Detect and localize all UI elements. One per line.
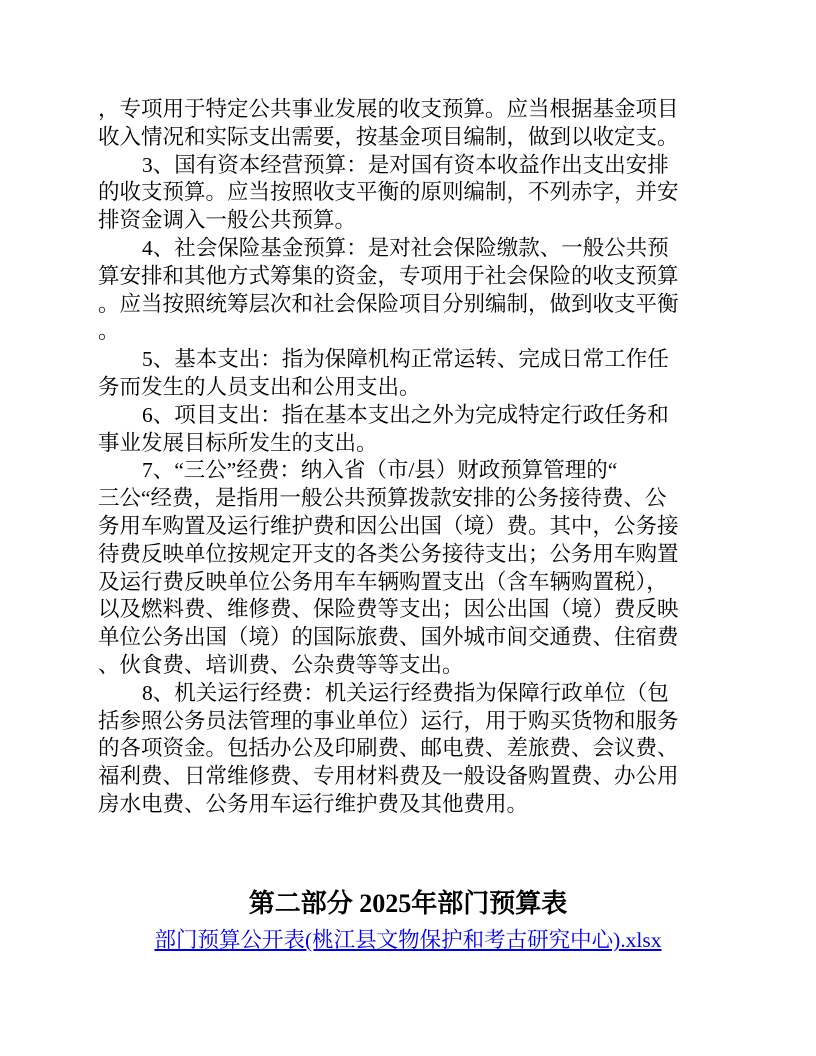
attachment-link-xlsx[interactable]: 部门预算公开表(桃江县文物保护和考古研究中心).xlsx	[154, 928, 662, 952]
text-line: 算安排和其他方式筹集的资金，专项用于社会保险的收支预算	[98, 263, 679, 288]
text-line: 7、“三公”经费：纳入省（市/县）财政预算管理的“	[142, 458, 618, 483]
text-line: 。应当按照统筹层次和社会保险项目分别编制，做到收支平衡	[98, 291, 679, 316]
attachment-row	[0, 926, 816, 954]
text-line: 的收支预算。应当按照收支平衡的原则编制，不列赤字，并安	[98, 180, 679, 205]
text-line: 待费反映单位按规定开支的各类公务接待支出；公务用车购置	[98, 541, 679, 566]
text-line: ，专项用于特定公共事业发展的收支预算。应当根据基金项目	[98, 97, 679, 121]
text-line: 6、项目支出：指在基本支出之外为完成特定行政任务和	[142, 402, 669, 427]
document-body	[98, 96, 704, 819]
text-line: 房水电费、公务用车运行维护费及其他费用。	[98, 791, 529, 816]
text-line: 排资金调入一般公共预算。	[98, 208, 357, 233]
section-heading: 第二部分 2025年部门预算表	[248, 889, 568, 918]
text-line: 3、国有资本经营预算：是对国有资本收益作出支出安排	[142, 152, 669, 177]
text-line: 。	[98, 319, 120, 344]
text-line: 务用车购置及运行维护费和因公出国（境）费。其中，公务接	[98, 513, 679, 538]
text-line: 务而发生的人员支出和公用支出。	[98, 374, 421, 399]
text-line: 5、基本支出：指为保障机构正常运转、完成日常工作任	[142, 347, 669, 372]
text-line: 8、机关运行经费：机关运行经费指为保障行政单位（包	[142, 680, 669, 705]
text-line: 三公“经费，是指用一般公共预算拨款安排的公务接待费、公	[98, 486, 667, 511]
text-line: 福利费、日常维修费、专用材料费及一般设备购置费、办公用	[98, 764, 679, 789]
text-line: 单位公务出国（境）的国际旅费、国外城市间交通费、住宿费	[98, 625, 679, 650]
text-line: 4、社会保险基金预算：是对社会保险缴款、一般公共预	[142, 235, 669, 260]
text-line: 收入情况和实际支出需要，按基金项目编制，做到以收定支。	[98, 124, 679, 149]
text-line: 的各项资金。包括办公及印刷费、邮电费、差旅费、会议费、	[98, 736, 679, 761]
text-line: 括参照公务员法管理的事业单位）运行，用于购买货物和服务	[98, 708, 679, 733]
text-line: 、伙食费、培训费、公杂费等等支出。	[98, 652, 464, 677]
text-line: 事业发展目标所发生的支出。	[98, 430, 378, 455]
text-line: 以及燃料费、维修费、保险费等支出；因公出国（境）费反映	[98, 597, 679, 622]
text-line: 及运行费反映单位公务用车车辆购置支出（含车辆购置税），	[98, 569, 668, 594]
